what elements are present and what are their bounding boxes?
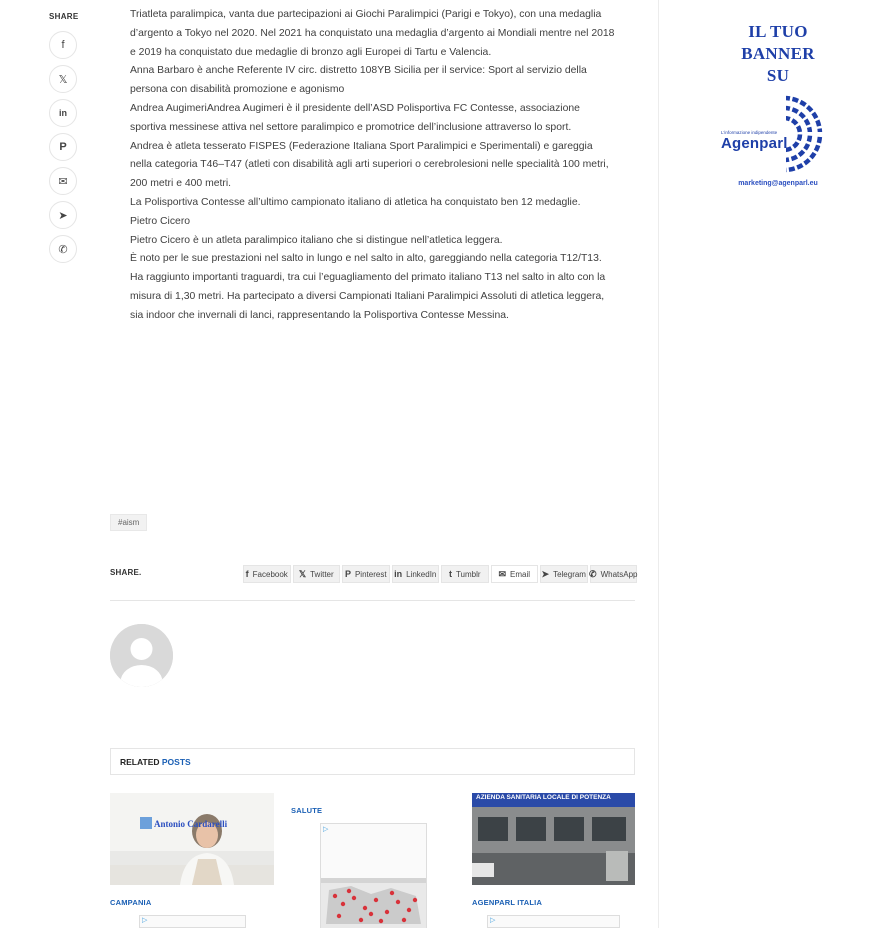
sidebar-divider (658, 0, 659, 928)
banner-line-1: IL TUO (748, 22, 808, 41)
ad-map-graphic (321, 824, 426, 928)
rail-linkedin-button[interactable] (49, 99, 77, 127)
ad-thumbnail[interactable] (320, 823, 427, 928)
article-paragraph: Pietro Cicero è un atleta paralimpico italiano che si distingue nell’atletica leggera. (130, 234, 503, 246)
share-telegram-label: Telegram (553, 569, 586, 579)
rail-email-button[interactable] (49, 167, 77, 195)
ad-choices-icon: ▷ (142, 917, 148, 924)
post-tag[interactable]: #aism (110, 514, 147, 531)
share-linkedin-label: LinkedIn (406, 569, 437, 579)
rail-x-button[interactable] (49, 65, 77, 93)
share-rail (49, 12, 79, 269)
share-twitter-label: Twitter (310, 569, 334, 579)
facebook-icon: f (61, 39, 65, 51)
share-rail-label: SHARE (49, 12, 79, 21)
ad-choices-icon: ▷ (490, 917, 496, 924)
share-tumblr-button[interactable] (441, 565, 489, 583)
x-twitter-icon: 𝕏 (298, 568, 307, 579)
related-post-image[interactable] (110, 793, 274, 885)
telegram-icon: ➤ (541, 568, 550, 579)
article-paragraph: Anna Barbaro è anche Referente IV circ. distretto 108YB Sicilia per il service: Sport al servizio della persona con disabilità promozione e agonismo (130, 65, 587, 96)
building-photo (472, 793, 635, 885)
related-post-category[interactable]: SALUTE (291, 806, 323, 815)
share-email-label: Email (510, 569, 531, 579)
share-twitter-button[interactable] (293, 565, 341, 583)
article-paragraph: La Polisportiva Contesse all’ultimo campionato italiano di atletica ha conquistato ben 12 medaglie. (130, 196, 581, 208)
ad-choices-icon: ▷ (323, 826, 329, 833)
share-telegram-button[interactable] (540, 565, 588, 583)
share-whatsapp-label: WhatsApp (600, 569, 638, 579)
image-overlay-text: Antonio Cardarelli (154, 819, 228, 829)
ad-thumbnail[interactable] (487, 915, 620, 928)
facebook-icon: f (245, 569, 249, 579)
related-post-category[interactable]: AGENPARL ITALIA (472, 898, 543, 907)
share-bar-label: SHARE. (110, 568, 142, 577)
rail-facebook-button[interactable] (49, 31, 77, 59)
share-email-button[interactable] (491, 565, 539, 583)
article-body (130, 6, 616, 326)
x-twitter-icon: 𝕏 (58, 73, 68, 86)
article-paragraph: Triatleta paralimpica, vanta due partecipazioni ai Giochi Paralimpici (Parigi e Tokyo), con una medaglia d’argento a Tokyo nel 2020. Nel 2021 ha conquistato una medaglia d’argento ai Mondiali mentre nel 2018 e 2019 ha conquistato due medaglie di bronzo agli Europei di Tartu e Valencia. (130, 9, 615, 58)
share-linkedin-button[interactable] (392, 565, 440, 583)
article-paragraph: Andrea è atleta tesserato FISPES (Federazione Italiana Sport Paralimpici e Sperimentali) e gareggia nella categoria T46–T47 (atleti con disabilità agli arti superiori o cerebrolesioni nelle specialità 100 metri, 200 metri e 400 metri. (130, 140, 609, 190)
share-facebook-button[interactable] (243, 565, 291, 583)
telegram-icon: ➤ (58, 209, 68, 222)
rail-whatsapp-button[interactable] (49, 235, 77, 263)
share-pinterest-label: Pinterest (354, 569, 387, 579)
tumblr-icon: t (448, 569, 452, 579)
pinterest-icon: P (344, 569, 351, 579)
email-icon: ✉ (58, 175, 68, 188)
avatar-placeholder-icon (110, 624, 173, 687)
banner-tagline: L'informazione indipendente (721, 130, 778, 135)
pinterest-icon: P (59, 141, 67, 153)
share-facebook-label: Facebook (252, 569, 288, 579)
ad-thumbnail[interactable] (139, 915, 246, 928)
author-avatar[interactable] (110, 624, 173, 687)
banner-email: marketing@agenparl.eu (738, 180, 818, 187)
linkedin-icon: in (59, 108, 67, 118)
related-posts-header (110, 748, 635, 775)
share-pinterest-button[interactable] (342, 565, 390, 583)
article-paragraph: Andrea AugimeriAndrea Augimeri è il presidente dell’ASD Polisportiva FC Contesse, associazione sportiva messinese attiva nel settore paralimpico e promotrice dell’inclusione attraverso lo sport. (130, 102, 580, 133)
email-icon: ✉ (498, 568, 507, 579)
article-paragraph: Pietro Cicero (130, 215, 191, 227)
related-post-category[interactable]: CAMPANIA (110, 898, 152, 907)
portrait-photo (110, 793, 274, 885)
banner-line-2: BANNER (741, 44, 815, 63)
image-overlay-text: AZIENDA SANITARIA LOCALE DI POTENZA (476, 794, 611, 801)
agenparl-banner[interactable] (714, 18, 842, 194)
share-bar (110, 565, 638, 583)
article-paragraph: È noto per le sue prestazioni nel salto in lungo e nel salto in alto, gareggiando nella categoria T12/T13. Ha raggiunto importanti traguardi, tra cui l’eguagliamento del primato italiano T13 nel salto in alto con la misura di 1,30 metri. Ha partecipato a diversi Campionati Italiani Paralimpici Assoluti di atletica leggera, sia indoor che invernali di lanci, rappresentando la Polisportiva Contesse Messina. (130, 253, 606, 321)
share-tumblr-label: Tumblr (455, 569, 481, 579)
whatsapp-icon: ✆ (589, 568, 597, 579)
share-whatsapp-button[interactable] (590, 565, 638, 583)
banner-line-3: SU (766, 66, 790, 85)
divider (110, 600, 635, 601)
rail-telegram-button[interactable] (49, 201, 77, 229)
linkedin-icon: in (394, 569, 403, 579)
related-heading-a: RELATED (120, 757, 160, 767)
banner-logo-text: Agenparl (721, 135, 788, 152)
related-post-image[interactable] (472, 793, 635, 885)
rail-pinterest-button[interactable] (49, 133, 77, 161)
related-heading-b: POSTS (161, 757, 191, 767)
whatsapp-icon: ✆ (58, 243, 68, 256)
